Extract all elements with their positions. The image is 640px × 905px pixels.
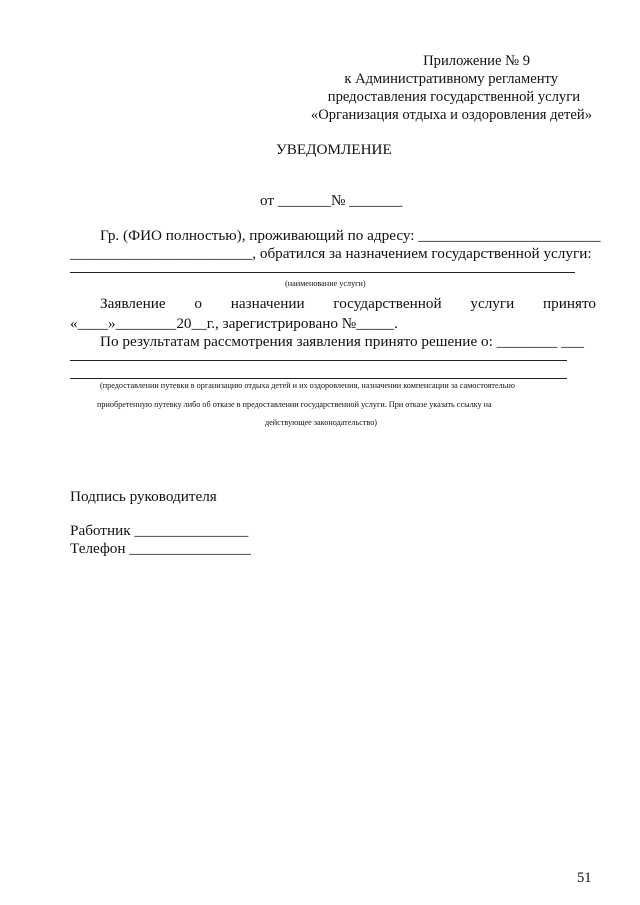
application-word: принято <box>542 295 596 312</box>
application-registration-line: «____»________20__г., зарегистрировано №_____. <box>70 315 398 332</box>
application-word: о <box>194 295 202 312</box>
date-number-line: от _______№ _______ <box>260 192 403 209</box>
decision-caption-line-2: приобретенную путевку либо об отказе в предоставлении государственной услуги. При отказе указать ссылку на <box>97 400 492 409</box>
appendix-service-name: «Организация отдыха и оздоровления детей» <box>310 107 592 123</box>
citizen-line: Гр. (ФИО полностью), проживающий по адресу: ________________________ <box>100 227 601 244</box>
application-word: услуги <box>470 295 515 312</box>
application-word: Заявление <box>100 295 166 312</box>
service-name-rule <box>70 272 575 273</box>
page-number: 51 <box>577 870 592 886</box>
application-word: государственной <box>333 295 442 312</box>
decision-rule-1 <box>70 360 567 361</box>
phone-line: Телефон ________________ <box>70 540 251 557</box>
decision-caption-line-3: действующее законодательство) <box>265 418 378 427</box>
decision-rule-2 <box>70 378 567 379</box>
worker-line: Работник _______________ <box>70 522 249 539</box>
appendix-service: предоставления государственной услуги <box>327 89 580 105</box>
appendix-number: Приложение № 9 <box>423 53 530 69</box>
decision-line: По результатам рассмотрения заявления принято решение о: ________ ___ <box>100 333 584 350</box>
application-line <box>100 296 596 311</box>
page-title: УВЕДОМЛЕНИЕ <box>276 141 392 158</box>
decision-caption-line-1: (предоставлении путевки в организацию отдыха детей и их оздоровления, назначении компенсации за самостоятельно <box>100 381 515 390</box>
service-name-caption: (наименование услуги) <box>285 279 366 288</box>
appendix-reference: к Административному регламенту <box>344 71 558 87</box>
citizen-address-line: ________________________, обратился за назначением государственной услуги: <box>70 245 592 262</box>
application-word: назначении <box>230 295 305 312</box>
head-signature-label: Подпись руководителя <box>70 488 217 505</box>
